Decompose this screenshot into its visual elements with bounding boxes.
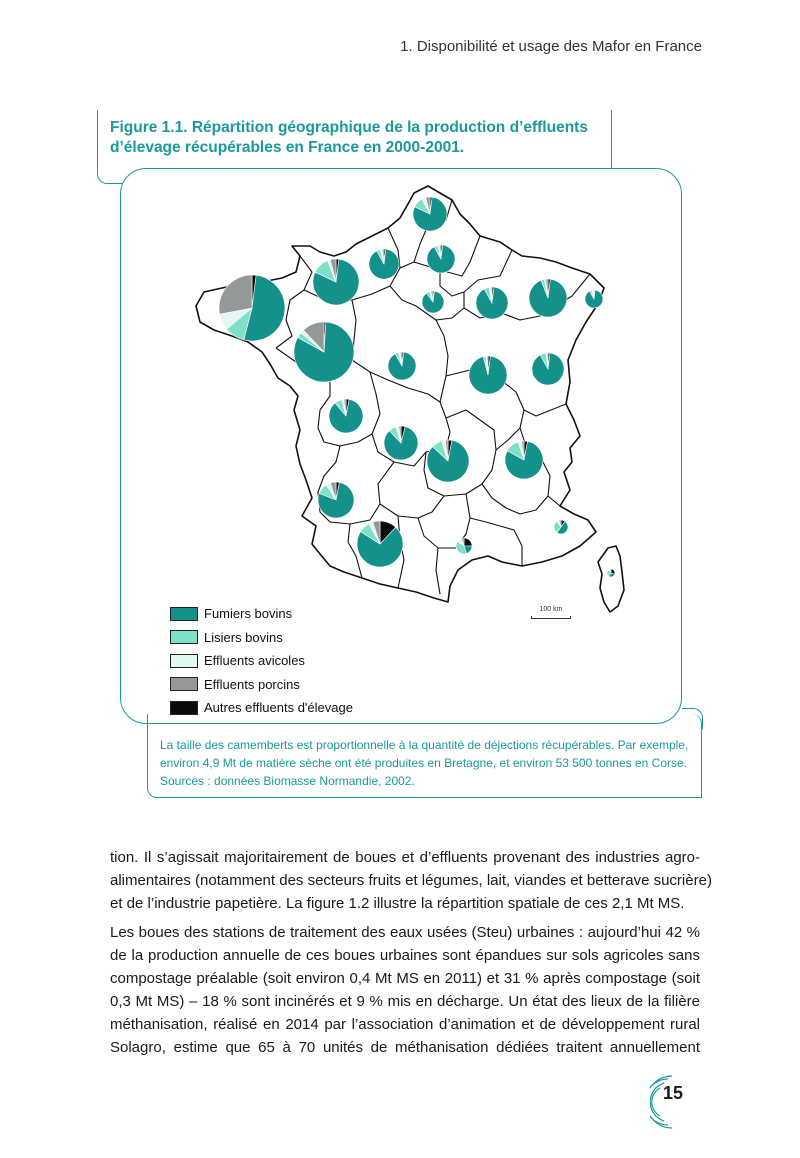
region-pie-chart [529,279,567,317]
legend [170,602,353,720]
region-pie-chart [329,399,363,433]
legend-swatch [170,630,198,644]
region-pie-chart [469,356,507,394]
region-pie-chart [413,197,447,231]
body-text [110,846,712,1065]
legend-swatch [170,654,198,668]
legend-label: Effluents porcins [204,676,300,692]
page-number: 15 [663,1083,684,1103]
body-line: Les boues des stations de traitement des eaux usées (Steu) urbaines : aujourd’hui 42 % [110,924,700,941]
legend-item-effluents-porcins [170,673,353,697]
body-paragraph-1 [110,846,712,915]
region-pie-chart [388,352,416,380]
region-pie-chart [422,291,444,313]
region-pie-chart [384,426,418,460]
region-pie-chart [219,275,285,341]
body-line: de la production annuelle de ces boues urbaines sont épandues sur sols agricoles sans [110,947,700,964]
figure-note-line-1: La taille des camemberts est proportionnelle à la quantité de déjections récupérables. Par exemple, [160,738,689,752]
figure-title-line-2: d’élevage récupérables en France en 2000-2001. [110,139,465,156]
body-line: alimentaires (notamment des secteurs fruits et légumes, lait, viandes et betterave sucrière) [110,872,712,889]
region-pie-chart [427,245,455,273]
figure-note-line-3: Sources : données Biomasse Normandie, 2002. [160,774,415,788]
region-pie-chart [607,569,615,577]
legend-label: Autres effluents d'élevage [204,700,353,716]
legend-item-fumiers-bovins [170,602,353,626]
region-pie-chart [318,482,354,518]
running-header: 1. Disponibilité et usage des Mafor en France [400,38,702,55]
legend-label: Fumiers bovins [204,606,293,622]
legend-swatch [170,701,198,715]
region-pie-chart [505,441,543,479]
figure-title-line-1: Figure 1.1. Répartition géographique de la production d’effluents [110,119,588,136]
legend-swatch [170,607,198,621]
body-line: Solagro, estime que 65 à 70 unités de méthanisation dédiées traitent annuellement [110,1039,700,1056]
legend-label: Lisiers bovins [204,629,283,645]
corsica-outline [598,546,624,612]
body-line: tion. Il s’agissait majoritairement de boues et d’effluents provenant des industries agro- [110,849,700,866]
legend-item-effluents-avicoles [170,649,353,673]
figure-note-box [147,714,702,798]
region-pie-chart [369,249,399,279]
body-line: méthanisation, réalisé en 2014 par l’association d’animation et de développement rural [110,1016,700,1033]
legend-swatch [170,677,198,691]
pie-slice [219,275,252,314]
region-pie-chart [294,322,354,382]
scale-bar [528,606,574,620]
region-pie-chart [554,520,568,534]
body-paragraph-2 [110,921,700,1059]
pie-slice [464,538,472,546]
scale-label: 100 km [539,606,563,613]
body-line: et de l’industrie papetière. La figure 1.2 illustre la répartition spatiale de ces 2,1 Mt MS. [110,895,685,912]
region-pie-chart [427,440,469,482]
region-pie-chart [357,521,403,567]
region-pie-chart [313,259,359,305]
scale-line [531,616,571,619]
legend-label: Effluents avicoles [204,653,305,669]
region-pie-chart [476,287,508,319]
figure-note-line-2: environ 4,9 Mt de matière sèche ont été produites en Bretagne, et environ 53 500 tonnes en Corse. [160,756,687,770]
region-pie-chart [456,538,472,554]
body-line: compostage préalable (soit environ 0,4 Mt MS en 2011) et 31 % après compostage (soit [110,970,700,987]
legend-item-lisiers-bovins [170,626,353,650]
body-line: 0,3 Mt MS) – 18 % sont incinérés et 9 % mis en décharge. Un état des lieux de la filière [110,993,700,1010]
region-pie-chart [585,290,603,308]
region-pie-chart [532,353,564,385]
